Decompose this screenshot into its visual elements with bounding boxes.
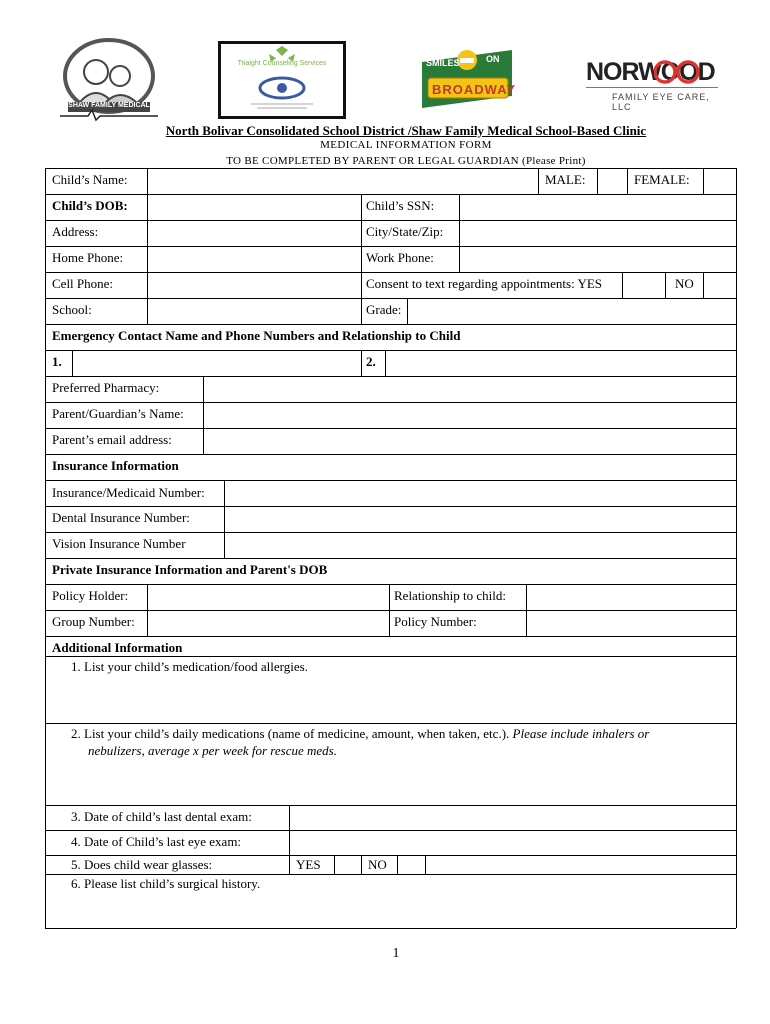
- school-field[interactable]: [149, 300, 360, 323]
- parent-email-label: Parent’s email address:: [52, 432, 172, 447]
- address-label: Address:: [52, 224, 99, 239]
- policy-number-label: Policy Number:: [394, 614, 477, 629]
- relationship-field[interactable]: [528, 586, 735, 609]
- parent-email-field[interactable]: [205, 430, 735, 453]
- consent-no-checkbox[interactable]: [705, 274, 735, 297]
- triad-logo-text: Triaight Counseling Services: [237, 60, 327, 67]
- child-dob-label: Child’s DOB:: [52, 198, 128, 213]
- male-label: MALE:: [545, 172, 586, 187]
- address-field[interactable]: [149, 222, 360, 245]
- smiles-logo-top: SMILES: [426, 58, 460, 68]
- triad-counseling-logo: [218, 41, 346, 119]
- dental-exam-question: 3. Date of child’s last dental exam:: [71, 809, 252, 824]
- work-phone-label: Work Phone:: [366, 250, 434, 265]
- grade-label: Grade:: [366, 302, 402, 317]
- preferred-pharmacy-field[interactable]: [205, 378, 735, 401]
- glasses-yes-label: YES: [296, 857, 321, 872]
- norwood-logo-subtitle: FAMILY EYE CARE, LLC: [612, 92, 710, 112]
- daily-medications-italic: Please include inhalers or: [512, 726, 650, 741]
- norwood-logo-name: NORWOOD: [586, 58, 715, 86]
- guardian-name-field[interactable]: [205, 404, 735, 427]
- female-checkbox[interactable]: [705, 170, 735, 193]
- group-number-field[interactable]: [149, 612, 388, 635]
- cell-phone-label: Cell Phone:: [52, 276, 114, 291]
- preferred-pharmacy-label: Preferred Pharmacy:: [52, 380, 160, 395]
- dental-insurance-field[interactable]: [226, 508, 735, 531]
- vision-insurance-label: Vision Insurance Number: [52, 536, 186, 551]
- female-label: FEMALE:: [634, 172, 690, 187]
- smiles-on-broadway-logo: [414, 44, 520, 114]
- child-ssn-label: Child’s SSN:: [366, 198, 435, 213]
- policy-holder-field[interactable]: [149, 586, 388, 609]
- consent-no-label: NO: [675, 276, 694, 291]
- consent-text-label: Consent to text regarding appointments: YES: [366, 276, 603, 291]
- page-number: 1: [392, 946, 400, 961]
- glasses-question: 5. Does child wear glasses:: [71, 857, 213, 872]
- surgical-history-question: 6. Please list child’s surgical history.: [71, 876, 261, 891]
- cell-phone-field[interactable]: [149, 274, 360, 297]
- surgical-history-field[interactable]: [47, 894, 735, 927]
- home-phone-label: Home Phone:: [52, 250, 124, 265]
- child-name-label: Child’s Name:: [52, 172, 128, 187]
- form-subtitle: MEDICAL INFORMATION FORM: [320, 139, 492, 151]
- shaw-logo-text: SHAW FAMILY MEDICAL: [68, 102, 150, 109]
- policy-holder-label: Policy Holder:: [52, 588, 129, 603]
- consent-yes-checkbox[interactable]: [624, 274, 664, 297]
- work-phone-field[interactable]: [461, 248, 735, 271]
- guardian-name-label: Parent/Guardian’s Name:: [52, 406, 184, 421]
- city-state-zip-field[interactable]: [461, 222, 735, 245]
- glasses-no-checkbox[interactable]: [399, 857, 424, 873]
- medicaid-number-field[interactable]: [226, 482, 735, 505]
- daily-medications-text: 2. List your child’s daily medications (name of medicine, amount, when taken, etc.).: [71, 726, 510, 741]
- emergency-contact-2-label: 2.: [366, 354, 376, 369]
- eye-exam-question: 4. Date of Child’s last eye exam:: [71, 834, 242, 849]
- dental-exam-field[interactable]: [291, 807, 735, 829]
- medicaid-number-label: Insurance/Medicaid Number:: [52, 485, 205, 500]
- smiles-logo-on: ON: [486, 54, 500, 64]
- emergency-contact-1-field[interactable]: [74, 352, 360, 375]
- child-dob-field[interactable]: [149, 196, 360, 219]
- eye-exam-field[interactable]: [291, 832, 735, 854]
- emergency-heading: Emergency Contact Name and Phone Numbers and Relationship to Child: [52, 328, 461, 343]
- additional-info-heading: Additional Information: [52, 640, 183, 655]
- child-ssn-field[interactable]: [461, 196, 735, 219]
- city-state-zip-label: City/State/Zip:: [366, 224, 444, 239]
- insurance-heading: Insurance Information: [52, 458, 179, 473]
- private-insurance-heading: Private Insurance Information and Parent's DOB: [52, 562, 328, 577]
- grade-field[interactable]: [409, 300, 735, 323]
- school-label: School:: [52, 302, 92, 317]
- allergies-question: 1. List your child’s medication/food allergies.: [71, 659, 308, 674]
- daily-medications-field[interactable]: [47, 760, 735, 804]
- daily-medications-note: nebulizers, average x per week for rescue meds.: [88, 743, 337, 758]
- glasses-no-label: NO: [368, 857, 387, 872]
- relationship-label: Relationship to child:: [394, 588, 506, 603]
- norwood-eye-care-logo: [584, 56, 718, 112]
- allergies-field[interactable]: [47, 676, 735, 722]
- child-name-field[interactable]: [149, 170, 537, 193]
- policy-number-field[interactable]: [528, 612, 735, 635]
- form-title: North Bolivar Consolidated School District /Shaw Family Medical School-Based Clinic: [165, 123, 647, 138]
- glasses-yes-checkbox[interactable]: [336, 857, 360, 873]
- male-checkbox[interactable]: [599, 170, 626, 193]
- form-instruction: TO BE COMPLETED BY PARENT OR LEGAL GUARDIAN (Please Print): [226, 155, 586, 167]
- emergency-contact-1-label: 1.: [52, 354, 62, 369]
- group-number-label: Group Number:: [52, 614, 135, 629]
- smiles-logo-bottom: BROADWAY: [432, 82, 517, 97]
- daily-medications-question: [71, 727, 649, 741]
- vision-insurance-field[interactable]: [226, 534, 735, 557]
- emergency-contact-2-field[interactable]: [387, 352, 735, 375]
- home-phone-field[interactable]: [149, 248, 360, 271]
- shaw-family-medical-logo: [58, 36, 160, 124]
- dental-insurance-label: Dental Insurance Number:: [52, 510, 190, 525]
